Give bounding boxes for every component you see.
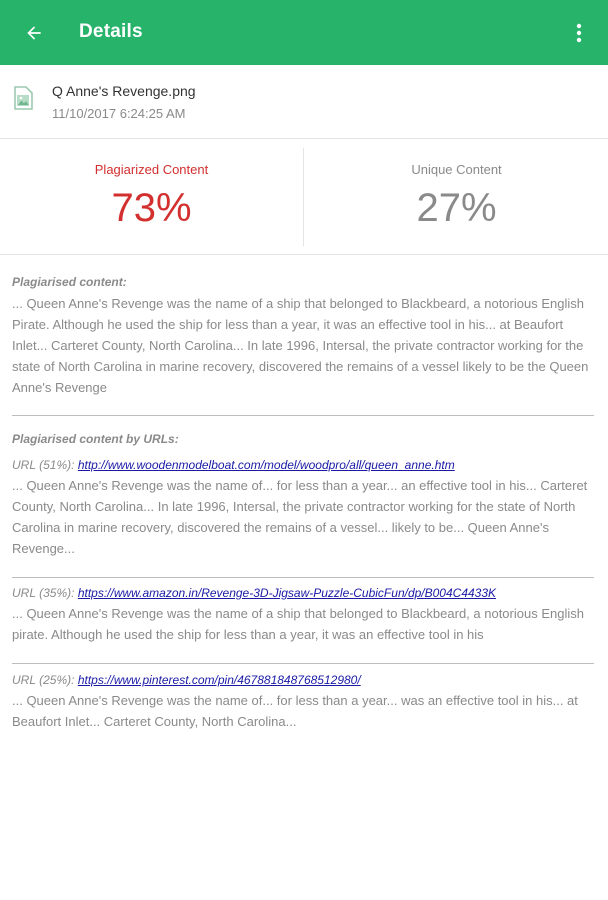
- url-item: [12, 586, 594, 645]
- overflow-menu-button[interactable]: [566, 17, 592, 49]
- plagiarized-stat: [0, 140, 303, 255]
- plagiarised-heading: Plagiarised content:: [12, 275, 127, 289]
- plagiarized-label: Plagiarized Content: [94, 162, 209, 177]
- page-title: Details: [79, 21, 143, 42]
- url-item: [12, 458, 594, 559]
- urls-heading: Plagiarised content by URLs:: [12, 432, 179, 446]
- url-item: [12, 673, 594, 732]
- url-text: ... Queen Anne's Revenge was the name of... for less than a year... an effective tool in his... Carteret County, North Carolina... In late 1996, Intersal, the private contractor working for the state of North Carolina in marine recovery, discovered the remains of a vessel... likely to be... Queen Anne's Revenge...: [12, 478, 588, 556]
- plagiarised-content-section: [12, 275, 594, 398]
- arrow-left-icon: [24, 23, 44, 43]
- unique-stat: [305, 140, 608, 255]
- content-stats: [0, 140, 608, 255]
- url-link[interactable]: https://www.pinterest.com/pin/467881848768512980/: [77, 673, 361, 687]
- image-file-icon: [12, 86, 34, 110]
- back-button[interactable]: [18, 17, 50, 49]
- file-date: 11/10/2017 6:24:25 AM: [52, 106, 186, 121]
- url-line: [12, 458, 594, 472]
- plagiarized-value: 73%: [111, 186, 192, 230]
- app-bar: [0, 0, 608, 65]
- stat-divider: [303, 148, 304, 246]
- more-vert-icon: [576, 23, 582, 43]
- url-link[interactable]: https://www.amazon.in/Revenge-3D-Jigsaw-Puzzle-CubicFun/dp/B004C4433K: [77, 586, 497, 600]
- divider: [12, 663, 594, 664]
- url-text: ... Queen Anne's Revenge was the name of a ship that belonged to Blackbeard, a notorious English pirate. Although he used the ship for less than a year, it was an effective tool in his: [12, 606, 584, 642]
- url-percent: URL (25%):: [12, 673, 75, 687]
- unique-value: 27%: [416, 186, 497, 230]
- divider: [12, 415, 594, 416]
- url-percent: URL (35%):: [12, 586, 75, 600]
- file-name: Q Anne's Revenge.png: [52, 83, 196, 99]
- url-link[interactable]: http://www.woodenmodelboat.com/model/woodpro/all/queen_anne.htm: [77, 458, 455, 472]
- urls-section: [12, 432, 594, 446]
- unique-label: Unique Content: [411, 162, 502, 177]
- divider: [12, 577, 594, 578]
- url-text: ... Queen Anne's Revenge was the name of... for less than a year... was an effective tool in his... at Beaufort Inlet... Carteret County, North Carolina...: [12, 693, 578, 729]
- url-percent: URL (51%):: [12, 458, 75, 472]
- plagiarised-text: ... Queen Anne's Revenge was the name of a ship that belonged to Blackbeard, a notorious English Pirate. Although he used the ship for less than a year, it was an effective tool in his... at Beaufort Inlet... Carteret County, North Carolina... In late 1996, Intersal, the private contractor working for the state of North Carolina in marine recovery, discovered the remains of a vessel likely to be the Queen Anne's Revenge: [12, 296, 589, 395]
- url-line: [12, 673, 594, 687]
- file-info-row: [0, 65, 608, 139]
- url-line: [12, 586, 594, 600]
